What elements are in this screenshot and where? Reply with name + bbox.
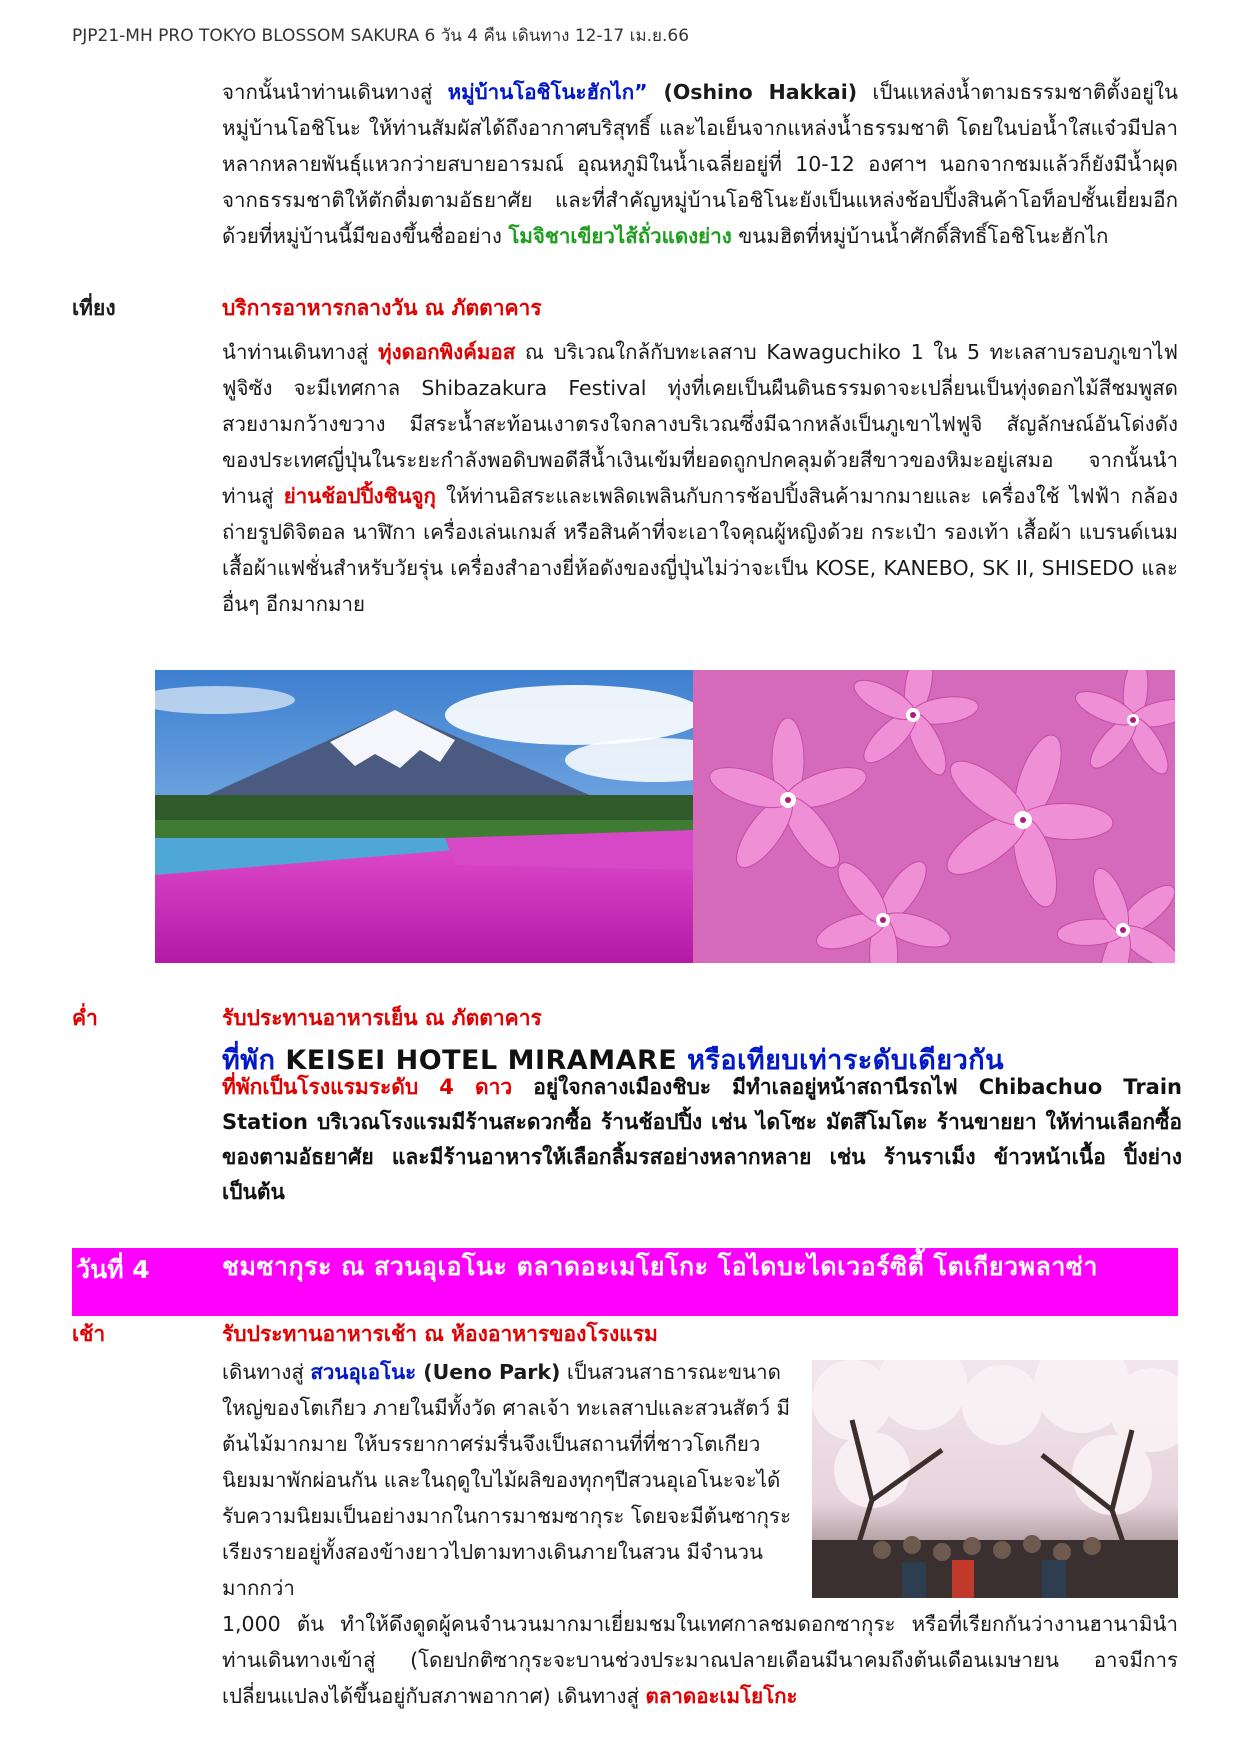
ueno-sakura-photo — [812, 1360, 1178, 1598]
ueno-continuation — [222, 1606, 1178, 1714]
hotel-prefix: ที่พัก — [222, 1045, 286, 1076]
text: ให้ท่านอิสระและเพลิดเพลินกับการช้อปปิ้งสินค้ามากมายและ เครื่องใช้ ไฟฟ้า กล้องถ่ายรูปดิจิตอล นาฬิกา เครื่องเล่นเกมส์ หรือสินค้าที่จะเอาใจคุณผู้หญิงด้วย กระเป๋า รองเท้า เสื้อผ้า แบรนด์เนม เสื้อผ้าแฟชั่นสำหรับวัยรุ่น เครื่องสำอางยี่ห้อดังของญี่ปุ่นไม่ว่าจะเป็น KOSE, KANEBO, SK II, SHISEDO และอื่นๆ อีกมากมาย — [222, 484, 1179, 616]
text: 1,000 ต้น ทำให้ดึงดูดผู้คนจำนวนมากมาเยี่ยมชมในเทศกาลชมดอกซากุระ หรือที่เรียกกันว่างานฮานามินำท่านเดินทางเข้าสู่ (โดยปกติซากุระจะบานช่วงประมาณปลายเดือนมีนาคมถึงต้นเดือนเมษายน อาจมีการเปลี่ยนแปลงได้ขึ้นอยู่กับสภาพอากาศ) เดินทางสู่ — [222, 1612, 1178, 1708]
dinner-title: รับประทานอาหารเย็น ณ ภัตตาคาร — [222, 1006, 542, 1030]
text: เดินทางสู่ — [222, 1360, 311, 1384]
ueno-name: สวนอุเอโนะ — [310, 1360, 417, 1384]
day-4-banner — [72, 1248, 1178, 1316]
text: ขนมฮิตที่หมู่บ้านน้ำศักดิ์สิทธิ์โอชิโนะฮักไก — [731, 224, 1109, 248]
pink-moss-name: ทุ่งดอกพิงค์มอส — [378, 340, 516, 364]
text: เป็นแหล่งน้ำตามธรรมชาติตั้งอยู่ในหมู่บ้านโอชิโนะ ให้ท่านสัมผัสได้ถึงอากาศบริสุทธิ์ และไอเย็นจากแหล่งน้ำธรรมชาติ โดยในบ่อน้ำใสแจ๋วมีปลาหลากหลายพันธุ์แหวกว่ายสบายอารมณ์ อุณหภูมิในน้ำเฉลี่ยอยู่ที่ 10-12 องศาฯ นอกจากชมแล้วก็ยังมีน้ำผุดจากธรรมชาติให้ตักดื่มตามอัธยาศัย และที่สำคัญหมู่บ้านโอชิโนะยังเป็นแหล่งช้อปปิ้งสินค้าโอท็อปชั้นเยี่ยมอีกด้วยที่หมู่บ้านนี้มีของขึ้นชื่ออย่าง — [222, 80, 1178, 248]
lunch-title: บริการอาหารกลางวัน ณ ภัตตาคาร — [222, 296, 542, 320]
fuji-pink-moss-photo — [155, 670, 693, 963]
breakfast-label: เช้า — [72, 1322, 106, 1346]
hotel-name: KEISEI HOTEL MIRAMARE — [285, 1045, 678, 1076]
lunch-label: เที่ยง — [72, 296, 116, 320]
text: นำท่านเดินทางสู่ — [222, 340, 379, 364]
pink-flowers-photo — [693, 670, 1175, 963]
shinjuku-name: ย่านช้อปปิ้งชินจูกุ — [283, 484, 436, 508]
ameyoko-name: ตลาดอะเมโยโกะ — [645, 1684, 798, 1708]
oshino-name: หมู่บ้านโอชิโนะฮักไก” — [447, 80, 648, 104]
day-number: วันที่ 4 — [76, 1255, 150, 1284]
page-header: PJP21-MH PRO TOKYO BLOSSOM SAKURA 6 วัน 4 คืน เดินทาง 12-17 เม.ย.66 — [72, 26, 690, 46]
ueno-paragraph — [222, 1354, 794, 1606]
dinner-label: ค่ำ — [72, 1006, 98, 1030]
oshino-paragraph — [222, 74, 1178, 254]
hotel-description — [222, 1070, 1182, 1210]
day-title: ชมซากุระ ณ สวนอุเอโนะ ตลาดอะเมโยโกะ โอไดบะไดเวอร์ซิตี้ โตเกียวพลาซ่า — [222, 1252, 1098, 1281]
hotel-suffix: หรือเทียบเท่าระดับเดียวกัน — [677, 1045, 1005, 1076]
mochi-highlight: โมจิชาเขียวไส้ถั่วแดงย่าง — [508, 224, 732, 248]
oshino-en: (Oshino Hakkai) — [647, 80, 858, 104]
breakfast-title: รับประทานอาหารเช้า ณ ห้องอาหารของโรงแรม — [222, 1322, 658, 1346]
text: จากนั้นนำท่านเดินทางสู่ — [222, 80, 448, 104]
hotel-rating: ที่พักเป็นโรงแรมระดับ 4 ดาว — [222, 1075, 513, 1099]
text: เป็นสวนสาธารณะขนาดใหญ่ของโตเกียว ภายในมีทั้งวัด ศาลเจ้า ทะเลสาปและสวนสัตว์ มีต้นไม้มากมาย ให้บรรยากาศร่มรื่นจึงเป็นสถานที่ที่ชาวโตเกียวนิยมมาพักผ่อนกัน และในฤดูใบไม้ผลิของทุกๆปีสวนอุเอโนะจะได้รับความนิยมเป็นอย่างมากในการมาชมซากุระ โดยจะมีต้นซากุระเรียงรายอยู่ทั้งสองข้างยาวไปตามทางเดินภายในสวน มีจำนวนมากกว่า — [222, 1360, 791, 1600]
text: อยู่ใจกลางเมืองชิบะ มีทำเลอยู่หน้าสถานีรถไฟ Chibachuo Train Station บริเวณโรงแรมมีร้านสะดวกซื้อ ร้านช้อปปิ้ง เช่น ไดโซะ มัตสึโมโตะ ร้านขายยา ให้ท่านเลือกซื้อของตามอัธยาศัย และมีร้านอาหารให้เลือกลิ้มรสอย่างหลากหลาย เช่น ร้านราเม็ง ข้าวหน้าเนื้อ ปิ้งย่าง เป็นต้น — [222, 1075, 1182, 1204]
text: ณ บริเวณใกล้กับทะเลสาบ Kawaguchiko 1 ใน 5 ทะเลสาบรอบภูเขาไฟฟูจิซัง จะมีเทศกาล Shibazakura Festival ทุ่งที่เคยเป็นผืนดินธรรมดาจะเปลี่ยนเป็นทุ่งดอกไม้สีชมพูสดสวยงามกว้างขวาง มีสระน้ำสะท้อนเงาตรงใจกลางบริเวณซึ่งมีฉากหลังเป็นภูเขาไฟฟูจิ สัญลักษณ์อันโด่งดังของประเทศญี่ปุ่นในระยะกำลังพอดิบพอดีสีน้ำเงินเข้มที่ยอดถูกปกคลุมด้วยสีขาวของหิมะอยู่เสมอ จากนั้นนำท่านสู่ — [222, 340, 1179, 508]
pink-moss-paragraph — [222, 334, 1178, 622]
ueno-en: (Ueno Park) — [416, 1360, 561, 1384]
